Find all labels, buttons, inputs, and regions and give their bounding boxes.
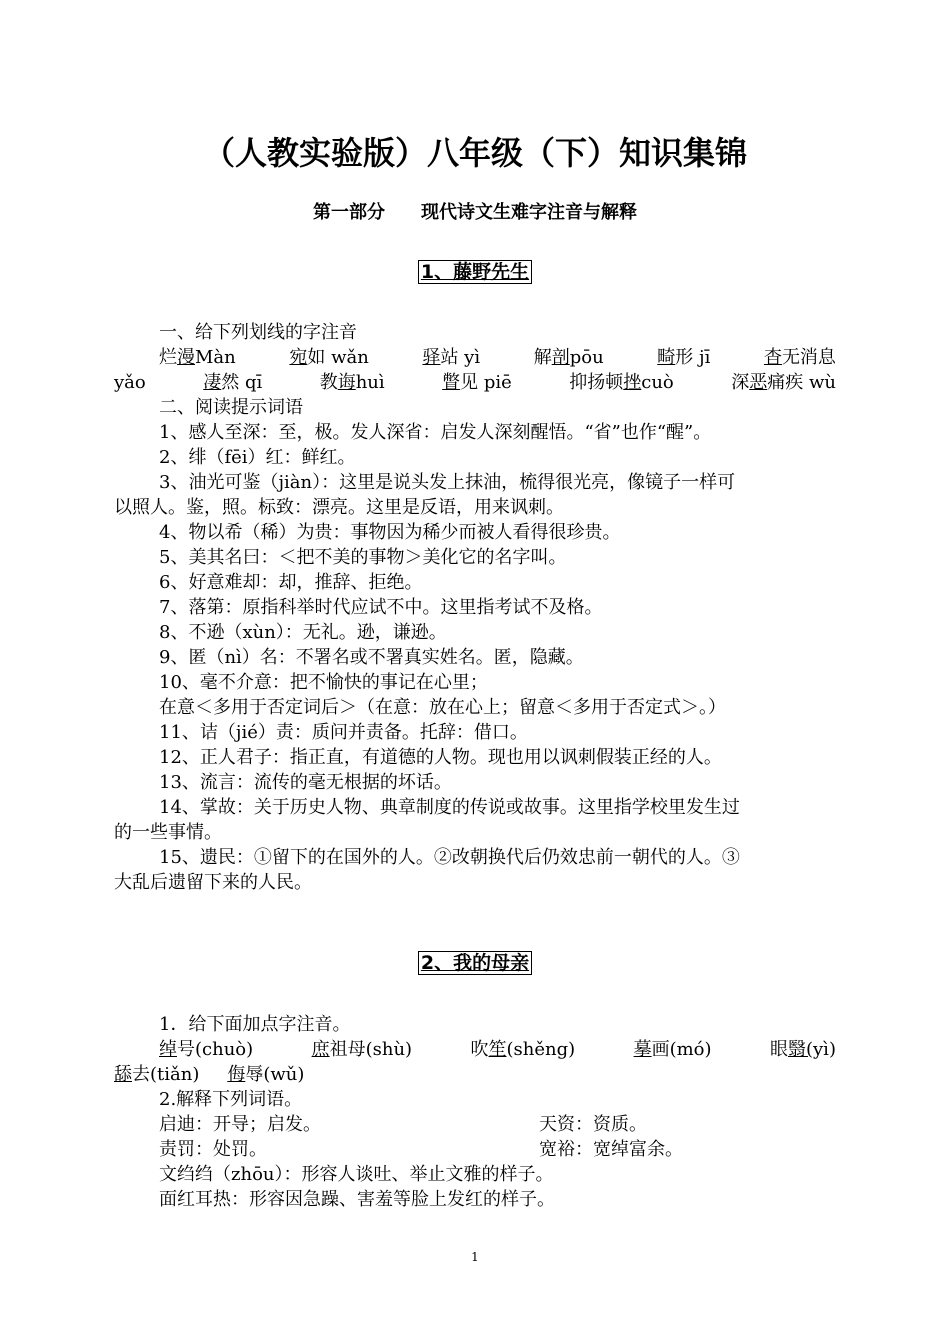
word-suffix: huì — [355, 372, 385, 393]
underlined-char: 挫 — [623, 372, 642, 393]
explanation-line: 面红耳热：形容因急躁、害羞等脸上发红的样子。 — [159, 1189, 555, 1210]
s1-pinyin-row-1 — [114, 345, 836, 370]
pinyin-word — [731, 370, 836, 395]
word-suffix: 如 wǎn — [307, 347, 369, 368]
explanation-line: 在意＜多用于否定词后＞（在意：放在心上；留意＜多用于否定式＞。） — [159, 697, 726, 718]
explanation-line: 13、流言：流传的毫无根据的坏话。 — [159, 772, 452, 793]
word-prefix: 烂 — [159, 347, 177, 368]
explanation-line: 4、物以希（稀）为贵：事物因为稀少而被人看得很珍贵。 — [159, 522, 621, 543]
pinyin-word — [203, 370, 262, 395]
explanation-line: 大乱后遗留下来的人民。 — [114, 872, 312, 893]
page-number: 1 — [471, 1250, 479, 1264]
word-prefix: 眼 — [769, 1039, 788, 1060]
explanation-line: 8、不逊（xùn）：无礼。逊，谦逊。 — [159, 622, 447, 643]
word-suffix: 号(chuò) — [177, 1039, 254, 1060]
explanation-line: 11、诘（jié）责：质问并责备。托辞：借口。 — [159, 722, 528, 743]
s2-q2-label: 2.解释下列词语。 — [159, 1089, 303, 1110]
s2-pinyin-row-1 — [114, 1037, 836, 1062]
underlined-char: 杳 — [763, 347, 782, 368]
word-suffix: 去(tiǎn) — [132, 1064, 200, 1085]
underlined-char: 畸 — [657, 347, 676, 368]
pinyin-word — [422, 345, 480, 370]
underlined-char: 驿 — [422, 347, 441, 368]
explanation-line: 文绉绉（zhōu）：形容人谈吐、举止文雅的样子。 — [159, 1164, 554, 1185]
word-suffix: 见 piē — [460, 372, 512, 393]
word-suffix: 辱(wǔ) — [245, 1064, 305, 1085]
pinyin-word — [114, 1064, 199, 1085]
pinyin-word — [770, 1037, 836, 1062]
word-suffix: yì) — [813, 1039, 836, 1060]
word-suffix: 痛疾 wù — [767, 372, 836, 393]
explanation-line: 10、毫不介意：把不愉快的事记在心里； — [159, 672, 488, 693]
underlined-char: 摹 — [633, 1039, 652, 1060]
s2-q1-label: 1．给下面加点字注音。 — [159, 1014, 351, 1035]
underlined-char: 诲 — [337, 372, 356, 393]
pinyin-word — [569, 370, 674, 395]
word-suffix: cuò — [641, 372, 674, 393]
word-prefix: 解 — [533, 347, 552, 368]
word-suffix: 无消息 — [781, 347, 836, 368]
explanation-line: 7、落第：原指科举时代应试不中。这里指考试不及格。 — [159, 597, 603, 618]
word-suffix: 然 qī — [221, 372, 263, 393]
explanation-line: 3、油光可鉴（jiàn）：这里是说头发上抹油，梳得很光亮，像镜子一样可 — [159, 472, 736, 493]
underlined-char: 凄 — [203, 372, 222, 393]
section-2-heading: 2、我的母亲 — [114, 948, 836, 975]
s1-q2-label: 二、阅读提示词语 — [159, 397, 303, 418]
part-name: 现代诗文生难字注音与解释 — [421, 202, 637, 223]
document-title: （人教实验版）八年级（下）知识集锦 — [202, 134, 747, 172]
word-suffix: (shěng) — [506, 1039, 576, 1060]
underlined-char: 瞥 — [442, 372, 461, 393]
word-prefix: yǎo — [114, 372, 146, 393]
explanation-line: 14、掌故：关于历史人物、典章制度的传说或故事。这里指学校里发生过 — [159, 797, 740, 818]
underlined-char: 侮 — [227, 1064, 246, 1085]
pinyin-word — [289, 345, 368, 370]
pinyin-word — [634, 1037, 712, 1062]
pinyin-word — [534, 345, 604, 370]
word-prefix: 抑扬顿 — [569, 372, 624, 393]
explanation-line: 的一些事情。 — [114, 822, 222, 843]
word-suffix: 站 yì — [440, 347, 481, 368]
word-pair-row — [114, 1137, 836, 1162]
pinyin-word — [442, 370, 512, 395]
word-prefix: 吹 — [470, 1039, 489, 1060]
explanation-line: 15、遗民：①留下的在国外的人。②改朝换代后仍效忠前一朝代的人。③ — [159, 847, 740, 868]
pair-left: 启迪：开导；启发。 — [159, 1114, 321, 1135]
underlined-char: 庶 — [311, 1039, 330, 1060]
pinyin-word — [159, 345, 236, 370]
underlined-char: 翳( — [787, 1039, 814, 1060]
underlined-char: 绰 — [159, 1039, 177, 1060]
underlined-char: 舔 — [114, 1064, 132, 1085]
pinyin-word — [227, 1064, 304, 1085]
explanation-line: 9、匿（nì）名：不署名或不署真实姓名。匿，隐藏。 — [159, 647, 584, 668]
pair-right: 天资：资质。 — [539, 1114, 647, 1135]
word-suffix: 祖母(shù) — [329, 1039, 413, 1060]
section-1-heading: 1、藤野先生 — [114, 257, 836, 284]
word-prefix: 深 — [731, 372, 750, 393]
pinyin-word — [320, 370, 385, 395]
explanation-line: 以照人。鉴，照。标致：漂亮。这里是反语，用来讽刺。 — [114, 497, 564, 518]
s2-pinyin-row-2 — [114, 1062, 836, 1087]
explanation-line: 5、美其名曰：＜把不美的事物＞美化它的名字叫。 — [159, 547, 567, 568]
explanation-line: 6、好意难却：却，推辞、拒绝。 — [159, 572, 423, 593]
explanation-line: 2、绯（fēi）红：鲜红。 — [159, 447, 356, 468]
underlined-char: 漫 — [177, 347, 195, 368]
word-suffix: 形 jī — [675, 347, 711, 368]
pinyin-word — [657, 345, 710, 370]
pair-left: 责罚：处罚。 — [159, 1139, 267, 1160]
underlined-char: 剖 — [551, 347, 570, 368]
underlined-char: 宛 — [289, 347, 308, 368]
underlined-char: 恶 — [749, 372, 768, 393]
word-suffix: pōu — [569, 347, 604, 368]
pair-right: 宽裕：宽绰富余。 — [539, 1139, 683, 1160]
pinyin-word — [471, 1037, 576, 1062]
pinyin-word — [312, 1037, 412, 1062]
pinyin-word — [114, 370, 146, 395]
word-suffix: Màn — [195, 347, 236, 368]
part-label: 第一部分 — [313, 202, 385, 223]
word-pair-row — [114, 1112, 836, 1137]
pinyin-word — [159, 1037, 253, 1062]
explanation-line: 12、正人君子：指正直，有道德的人物。现也用以讽刺假装正经的人。 — [159, 747, 722, 768]
underlined-char: 笙 — [488, 1039, 507, 1060]
explanation-line: 1、感人至深：至，极。发人深省：启发人深刻醒悟。“省”也作“醒”。 — [159, 422, 712, 443]
s1-pinyin-row-2 — [114, 370, 836, 395]
pinyin-word — [764, 345, 836, 370]
s1-q1-label: 一、给下列划线的字注音 — [159, 322, 357, 343]
word-suffix: 画(mó) — [651, 1039, 712, 1060]
part-heading — [114, 198, 836, 224]
word-prefix: 教 — [319, 372, 338, 393]
